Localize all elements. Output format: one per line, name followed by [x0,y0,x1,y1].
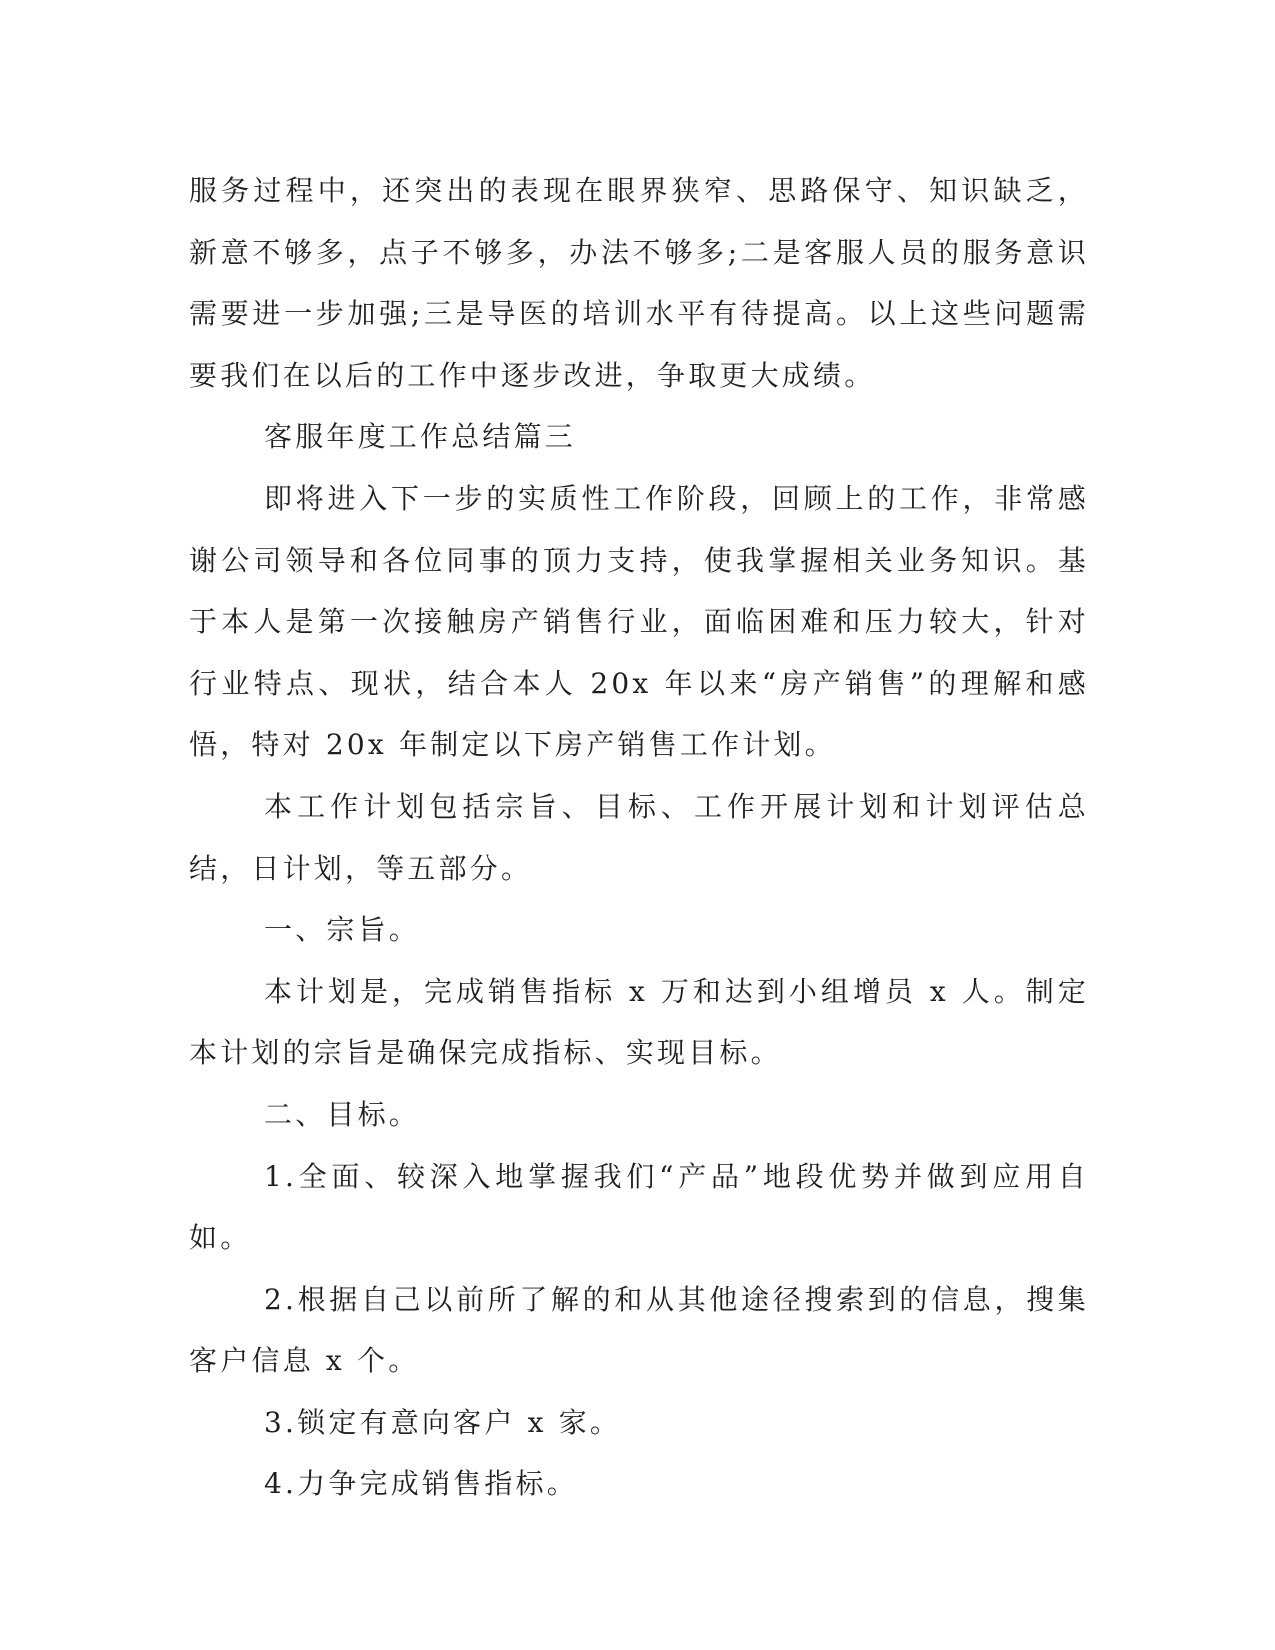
paragraph-purpose: 本计划是，完成销售指标 x 万和达到小组增员 x 人。制定本计划的宗旨是确保完成指标、实现目标。 [189,974,1089,1070]
paragraph-intro: 即将进入下一步的实质性工作阶段，回顾上的工作，非常感谢公司领导和各位同事的顶力支持，使我掌握相关业务知识。基于本人是第一次接触房产销售行业，面临困难和压力较大，针对行业特点、现状，结合本人 20x 年以来“房产销售”的理解和感悟，特对 20x 年制定以下房产销售工作计划。 [189,481,1089,762]
paragraph-plan-overview: 本工作计划包括宗旨、目标、工作开展计划和计划评估总结，日计划，等五部分。 [189,789,1089,885]
heading-purpose: 一、宗旨。 [264,913,421,947]
section-title: 客服年度工作总结篇三 [264,420,577,454]
document-body [189,160,1089,1515]
goal-item-3: 3.锁定有意向客户 x 家。 [264,1405,622,1439]
heading-goals: 二、目标。 [264,1097,421,1131]
paragraph-problems-continued: 服务过程中，还突出的表现在眼界狭窄、思路保守、知识缺乏，新意不够多，点子不够多，办法不够多;二是客服人员的服务意识需要进一步加强;三是导医的培训水平有待提高。以上这些问题需要我们在以后的工作中逐步改进，争取更大成绩。 [189,174,1089,392]
goal-item-1: 1.全面、较深入地掌握我们“产品”地段优势并做到应用自如。 [189,1159,1089,1255]
goal-item-2: 2.根据自己以前所了解的和从其他途径搜索到的信息，搜集客户信息 x 个。 [189,1282,1089,1378]
goal-item-4: 4.力争完成销售指标。 [264,1467,578,1501]
